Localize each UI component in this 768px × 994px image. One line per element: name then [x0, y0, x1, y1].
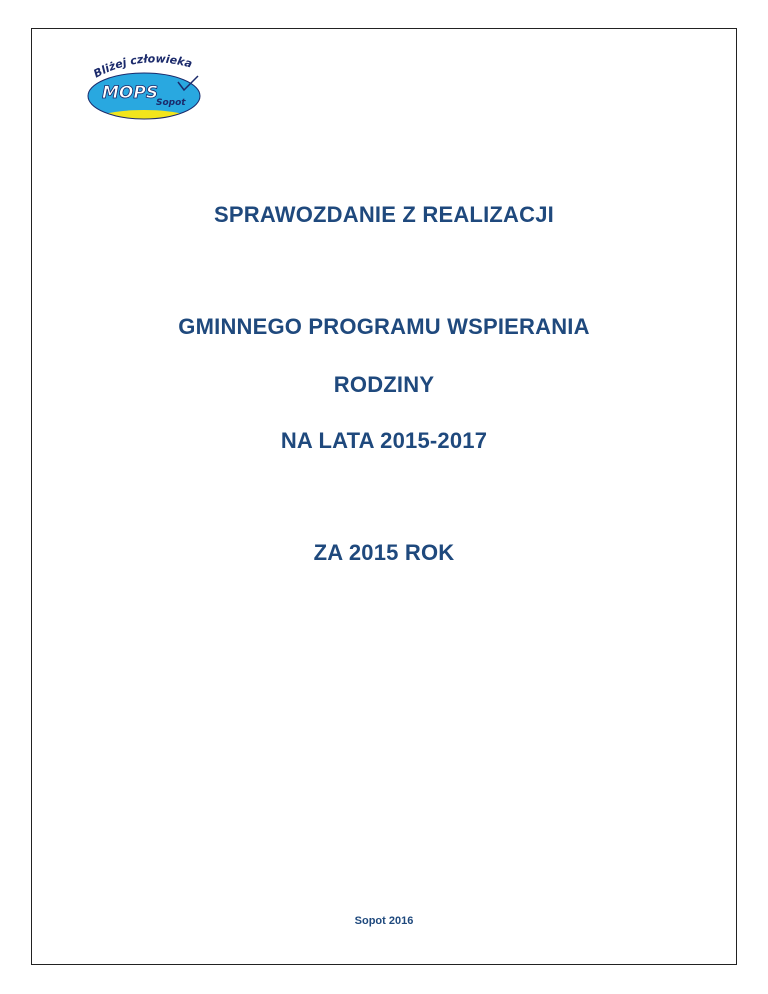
logo-mark: MOPS [102, 83, 159, 103]
title-line-3: RODZINY [333, 372, 435, 397]
title-line-4: NA LATA 2015-2017 [280, 428, 488, 453]
logo-tagline: Bliżej człowieka [91, 52, 194, 81]
title-line-5: ZA 2015 ROK [313, 540, 455, 565]
title-line-1: SPRAWOZDANIE Z REALIZACJI [214, 202, 554, 227]
logo-graphic [86, 52, 210, 126]
logo-city: Sopot [156, 98, 186, 108]
footer-place-year: Sopot 2016 [354, 915, 414, 927]
page-border [31, 28, 737, 965]
mops-sopot-logo [86, 52, 210, 126]
title-line-2: GMINNEGO PROGRAMU WSPIERANIA [178, 314, 590, 339]
